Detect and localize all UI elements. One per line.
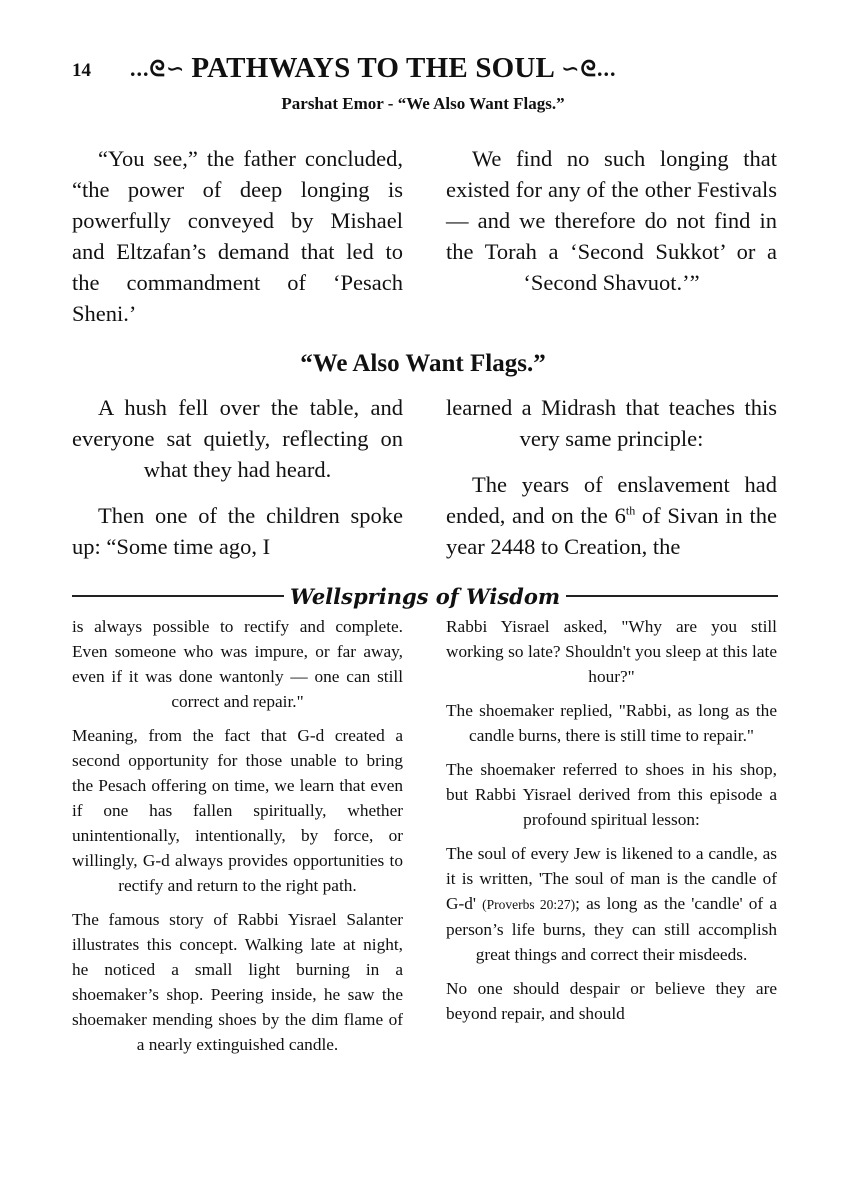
paragraph: The shoemaker replied, "Rabbi, as long as the candle burns, there is still time to repair." xyxy=(446,701,777,745)
text: of Sivan in the year 2448 to Creation, the xyxy=(446,503,777,559)
page-number: 14 xyxy=(72,60,91,81)
ornament-left-icon: ...ᘓ∽ xyxy=(130,55,186,81)
chapter-subtitle: Parshat Emor - “We Also Want Flags.” xyxy=(281,94,565,113)
upper-right-column xyxy=(446,143,777,298)
lower-right-column xyxy=(446,614,777,1035)
paragraph: is always possible to rectify and complete. Even someone who was impure, or far away, even if it was done wantonly — one can still correct and repair." xyxy=(72,617,403,711)
running-title xyxy=(130,52,730,85)
ornament-right-icon: ∽ᘓ... xyxy=(561,55,617,81)
section-heading: “We Also Want Flags.” xyxy=(300,350,546,377)
paragraph xyxy=(446,469,777,562)
paragraph: No one should despair or believe they are beyond repair, and should xyxy=(446,979,777,1023)
divider-line xyxy=(566,595,778,597)
paragraph: A hush fell over the table, and everyone sat quietly, reflecting on what they had heard. xyxy=(72,395,403,482)
paragraph: Meaning, from the fact that G-d created a second opportunity for those unable to bring the Pesach offering on time, we learn that even if one has fallen spiritually, whether unintentionally, intentionally, by force, or willingly, G-d always provides opportunities to rectify and return to the right path. xyxy=(72,726,403,895)
upper-left-column xyxy=(72,143,403,329)
paragraph: learned a Midrash that teaches this very same principle: xyxy=(446,395,777,451)
divider-line xyxy=(72,595,284,597)
paragraph: Then one of the children spoke up: “Some time ago, I xyxy=(72,503,403,559)
text: ; as long as the 'candle' of a person’s life burns, they can still accomplish great things and correct their misdeeds. xyxy=(446,894,777,964)
paragraph: Rabbi Yisrael asked, "Why are you still working so late? Shouldn't you sleep at this late hour?" xyxy=(446,617,777,686)
upper-right-column-2 xyxy=(446,392,777,562)
divider-label: Wellsprings of Wisdom xyxy=(289,583,561,609)
citation: (Proverbs 20:27) xyxy=(482,897,576,912)
book-title: PATHWAYS TO THE SOUL xyxy=(191,52,556,84)
paragraph: The famous story of Rabbi Yisrael Salanter illustrates this concept. Walking late at night, he noticed a small light burning in a shoemaker’s shop. Peering inside, he saw the shoemaker mending shoes by the dim flame of a nearly extinguished candle. xyxy=(72,910,403,1054)
section-divider xyxy=(72,584,778,608)
paragraph: The shoemaker referred to shoes in his shop, but Rabbi Yisrael derived from this episode a profound spiritual lesson: xyxy=(446,760,777,829)
text: The soul of every Jew is likened to a candle, as it is written, 'The soul of man is the candle of G-d' xyxy=(446,844,777,913)
upper-left-column-2 xyxy=(72,392,403,562)
paragraph: We find no such longing that existed for any of the other Festivals — and we therefore do not find in the Torah a ‘Second Sukkot’ or a ‘Second Shavuot.’” xyxy=(446,146,777,295)
paragraph: “You see,” the father concluded, “the power of deep longing is powerfully conveyed by Mishael and Eltzafan’s demand that led to the commandment of ‘Pesach Sheni.’ xyxy=(72,146,403,326)
superscript: th xyxy=(625,503,636,518)
lower-left-column xyxy=(72,614,403,1066)
paragraph xyxy=(446,841,777,967)
text: The years of enslavement had ended, and on the 6 xyxy=(446,472,777,528)
